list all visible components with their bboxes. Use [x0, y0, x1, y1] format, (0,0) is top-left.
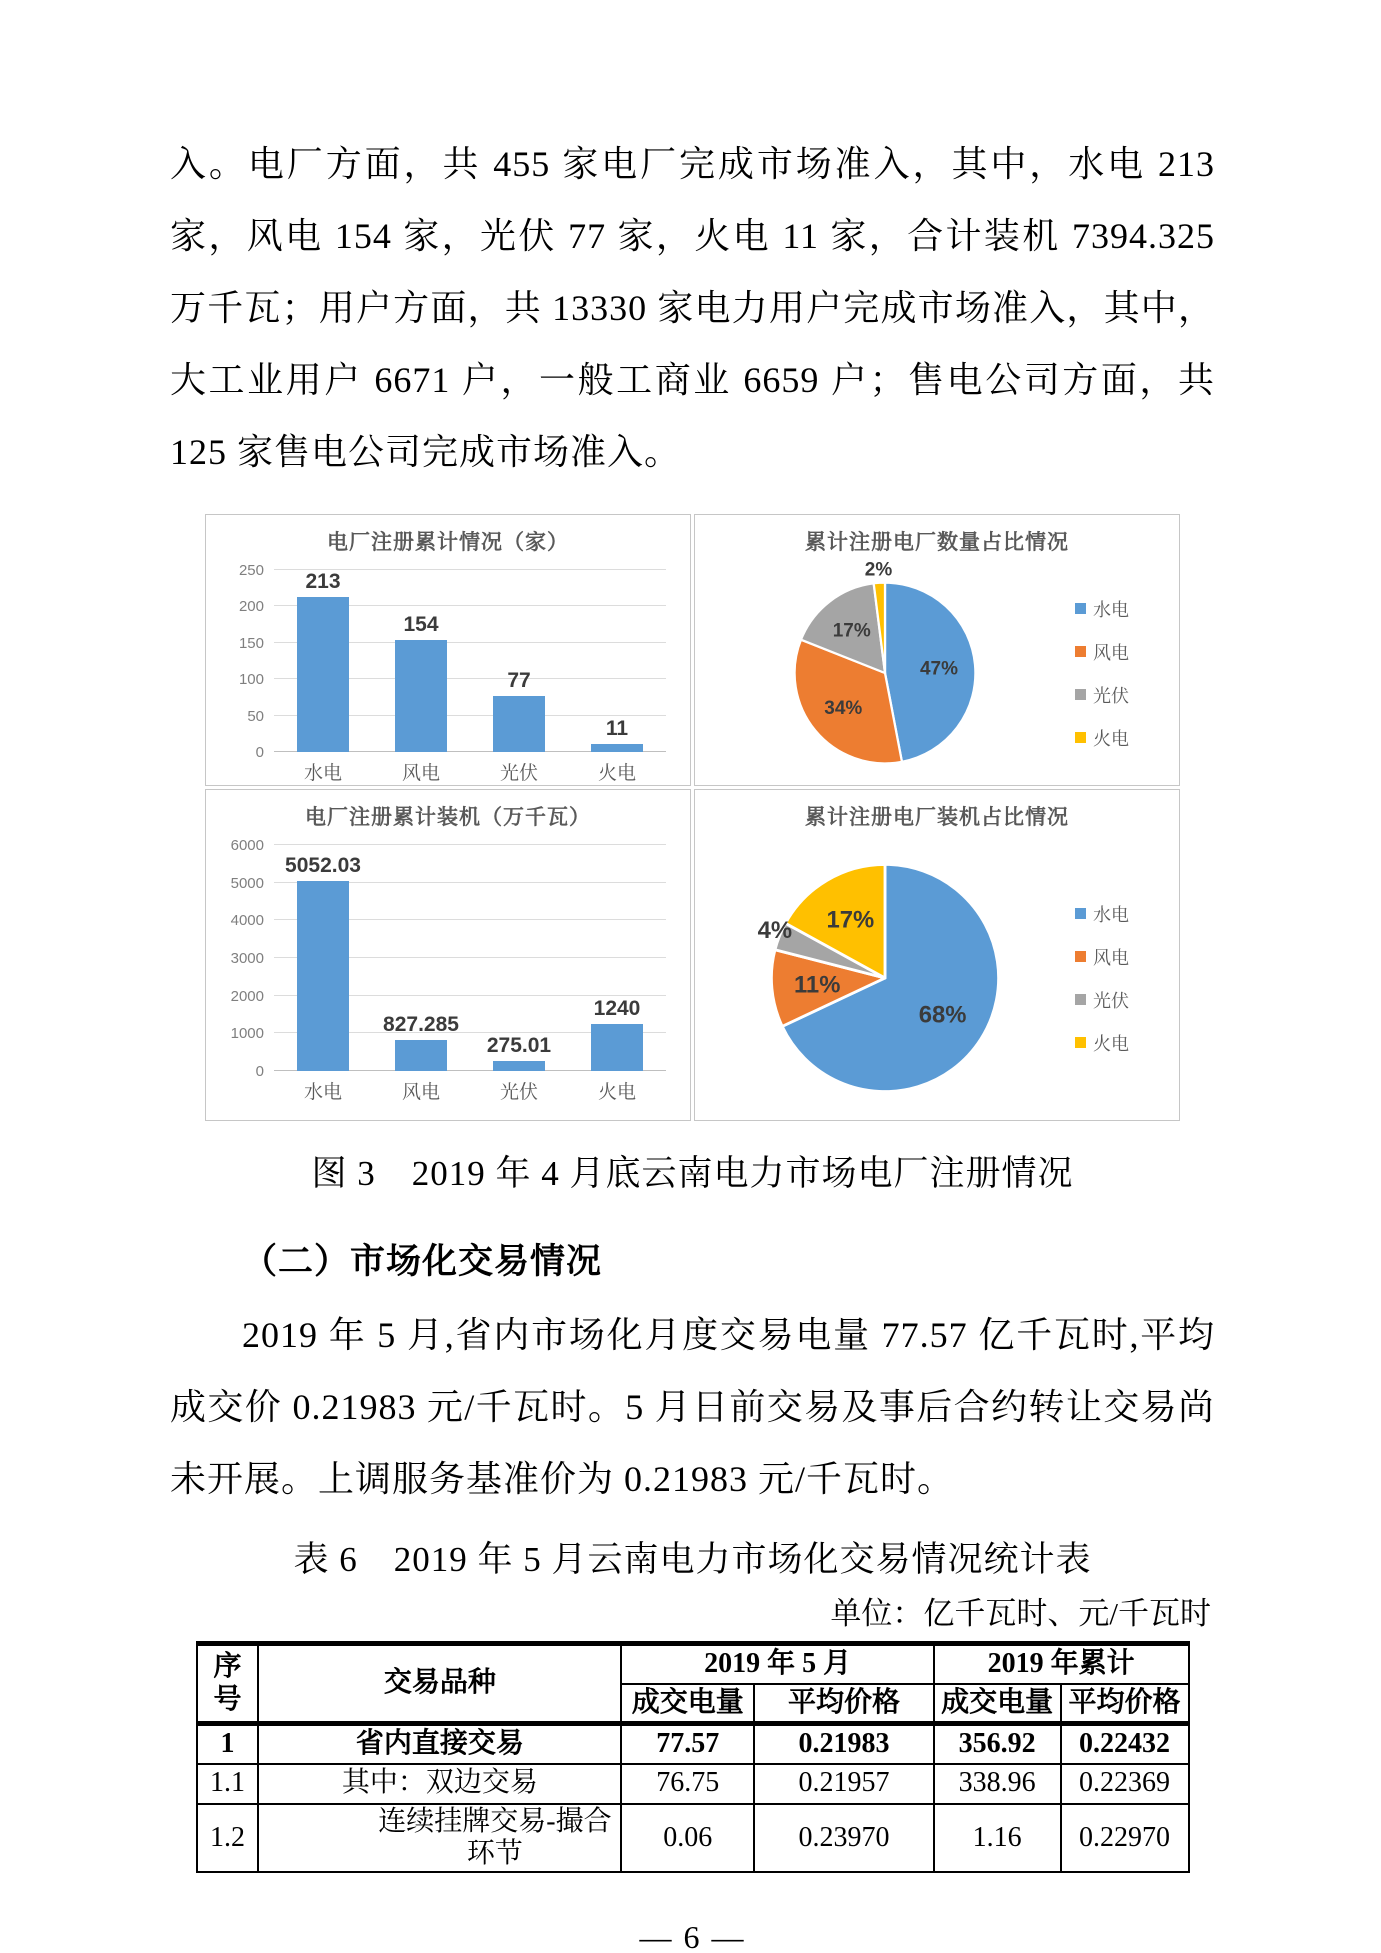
paragraph-trading: 2019 年 5 月,省内市场化月度交易电量 77.57 亿千瓦时,平均成交价 0.21983 元/千瓦时。5 月日前交易及事后合约转让交易尚未开展。上调服务基准价为 0.21983 元/千瓦时。 [170, 1315, 1215, 1499]
legend-item [1075, 639, 1171, 665]
legend-label: 风电 [1093, 642, 1129, 663]
bar-光伏 [493, 1061, 546, 1071]
bar-value-label: 1240 [593, 997, 641, 1021]
pie-percent-label: 68% [918, 1001, 967, 1029]
legend-item [1075, 725, 1171, 751]
pie-chart-capacity-share-panel [694, 789, 1180, 1121]
bar-风电 [395, 1040, 448, 1071]
table-caption: 表 6 2019 年 5 月云南电力市场化交易情况统计表 [293, 1540, 1092, 1579]
bar-column [470, 570, 568, 752]
cell-value: 77.57 [621, 1724, 754, 1764]
cell-row-number: 1 [197, 1724, 259, 1764]
legend-swatch-icon [1075, 732, 1086, 743]
pie-svg-box [695, 560, 1075, 786]
paragraph-market-access: 入。电厂方面，共 455 家电厂完成市场准入，其中，水电 213 家，风电 154 家，光伏 77 家，火电 11 家，合计装机 7394.325 万千瓦；用户方面，共 13330 家电力用户完成市场准入，其中，大工业用户 6671 户，一般工商业 6659 户；售电公司方面，共 125 家售电公司完成市场准入。 [170, 144, 1215, 472]
bar-column [274, 845, 372, 1071]
figure-caption: 图 3 2019 年 4 月底云南电力市场电厂注册情况 [311, 1154, 1074, 1193]
cell-row-number: 1.1 [197, 1764, 259, 1804]
plot [230, 837, 666, 1080]
bars-group [274, 570, 666, 752]
y-axis-tick-label: 6000 [230, 837, 264, 854]
bar-column [568, 845, 666, 1071]
y-axis-tick-label: 4000 [230, 912, 264, 930]
pie-percent-label: 17% [826, 906, 875, 934]
col-header-no: 序号 [197, 1644, 259, 1724]
legend-item [1075, 944, 1171, 970]
bar-value-label: 213 [305, 570, 341, 593]
category-label: 水电 [303, 763, 342, 784]
bar-column [372, 570, 470, 752]
cell-value: 76.75 [621, 1764, 754, 1804]
category-axis [274, 1077, 666, 1104]
category-label: 火电 [597, 1082, 636, 1103]
bar-chart-capacity-panel [205, 789, 691, 1121]
table-row [197, 1804, 1189, 1872]
table-row [197, 1724, 1189, 1764]
pie-body [695, 831, 1179, 1121]
chart-title: 累计注册电厂数量占比情况 [805, 531, 1069, 554]
pie-percent-label: 2% [864, 560, 893, 581]
bar-value-label: 827.285 [383, 1012, 459, 1036]
pie-chart [743, 836, 1027, 1120]
bar-value-label: 11 [605, 717, 629, 740]
unit-note: 单位：亿千瓦时、元/千瓦时 [830, 1596, 1211, 1631]
col-group-may: 2019 年 5 月 [621, 1644, 933, 1684]
y-axis-tick-label: 2000 [230, 987, 264, 1005]
cell-variety: 其中：双边交易 [258, 1764, 621, 1804]
cell-value: 338.96 [934, 1764, 1061, 1804]
category-label: 火电 [597, 763, 636, 784]
plot [238, 562, 666, 761]
pie-percent-label: 47% [919, 658, 958, 680]
col-header-volume-may: 成交电量 [621, 1684, 754, 1724]
legend-label: 水电 [1093, 599, 1129, 620]
legend-item [1075, 682, 1171, 708]
y-axis-tick-label: 150 [238, 634, 264, 652]
pie-svg-box [695, 836, 1075, 1120]
legend-item [1075, 1030, 1171, 1056]
chart-title: 电厂注册累计情况（家） [327, 531, 569, 554]
cell-value: 0.22970 [1061, 1804, 1189, 1872]
bar-风电 [395, 640, 448, 752]
section-heading: （二）市场化交易情况 [242, 1242, 603, 1281]
y-axis-tick-label: 0 [255, 1063, 264, 1080]
cell-value: 0.22432 [1061, 1724, 1189, 1764]
legend-item [1075, 987, 1171, 1013]
col-header-variety: 交易品种 [258, 1644, 621, 1724]
bar-value-label: 275.01 [486, 1033, 552, 1057]
cell-row-number: 1.2 [197, 1804, 259, 1872]
legend-label: 火电 [1093, 1033, 1129, 1054]
pie-body [695, 556, 1179, 786]
legend-item [1075, 901, 1171, 927]
y-axis-tick-label: 0 [255, 744, 264, 761]
legend-swatch-icon [1075, 908, 1086, 919]
bar-水电 [297, 597, 350, 752]
y-axis-tick-label: 1000 [230, 1025, 264, 1043]
pie-percent-label: 34% [824, 697, 863, 719]
legend-label: 火电 [1093, 728, 1129, 749]
category-label: 风电 [401, 763, 440, 784]
bar-火电 [591, 744, 644, 752]
y-axis-tick-label: 250 [238, 562, 264, 579]
bar-column [470, 845, 568, 1071]
page-number: — 6 — [639, 1918, 746, 1953]
pie-legend [1075, 901, 1179, 1056]
bar-column [372, 845, 470, 1071]
cell-value: 0.06 [621, 1804, 754, 1872]
y-axis-tick-label: 50 [247, 707, 264, 725]
chart-title: 电厂注册累计装机（万千瓦） [305, 806, 591, 829]
figure-charts-grid [205, 514, 1180, 1121]
cell-value: 356.92 [934, 1724, 1061, 1764]
y-axis-tick-label: 200 [238, 598, 264, 616]
pie-percent-label: 11% [793, 971, 841, 999]
cell-value: 1.16 [934, 1804, 1061, 1872]
category-label: 水电 [303, 1082, 342, 1103]
bar-火电 [591, 1024, 644, 1071]
cell-value: 0.22369 [1061, 1764, 1189, 1804]
table-row [197, 1764, 1189, 1804]
bar-value-label: 5052.03 [285, 853, 361, 877]
category-axis [274, 758, 666, 785]
bar-chart-plant-count-panel [205, 514, 691, 786]
y-axis-tick-label: 5000 [230, 874, 264, 892]
cell-value: 0.21957 [754, 1764, 934, 1804]
col-header-price-ytd: 平均价格 [1061, 1684, 1189, 1724]
legend-label: 光伏 [1093, 990, 1129, 1011]
legend-swatch-icon [1075, 994, 1086, 1005]
bar-column [274, 570, 372, 752]
legend-swatch-icon [1075, 689, 1086, 700]
cell-variety: 省内直接交易 [258, 1724, 621, 1764]
legend-label: 光伏 [1093, 685, 1129, 706]
pie-chart [772, 560, 998, 786]
bar-光伏 [493, 696, 546, 752]
bar-value-label: 154 [403, 612, 439, 636]
y-axis-tick-label: 100 [238, 671, 264, 689]
bars-group [274, 845, 666, 1071]
chart-title: 累计注册电厂装机占比情况 [805, 806, 1069, 829]
category-label: 光伏 [499, 1082, 538, 1103]
plot-area [238, 562, 666, 761]
pie-percent-label: 17% [832, 620, 871, 642]
bar-水电 [297, 881, 350, 1071]
pie-percent-label: 4% [757, 916, 793, 944]
pie-legend [1075, 596, 1179, 751]
legend-label: 风电 [1093, 947, 1129, 968]
category-label: 风电 [401, 1082, 440, 1103]
y-axis-tick-label: 3000 [230, 950, 264, 967]
cell-value: 0.23970 [754, 1804, 934, 1872]
col-header-volume-ytd: 成交电量 [934, 1684, 1061, 1724]
legend-item [1075, 596, 1171, 622]
trading-stats-table [196, 1641, 1190, 1873]
legend-swatch-icon [1075, 1037, 1086, 1048]
legend-swatch-icon [1075, 603, 1086, 614]
legend-label: 水电 [1093, 904, 1129, 925]
pie-chart-plant-count-share-panel [694, 514, 1180, 786]
cell-variety: 连续挂牌交易-撮合环节 [258, 1804, 621, 1872]
category-label: 光伏 [499, 763, 538, 784]
plot-area [230, 837, 666, 1080]
col-header-price-may: 平均价格 [754, 1684, 934, 1724]
bar-value-label: 77 [507, 668, 531, 692]
cell-value: 0.21983 [754, 1724, 934, 1764]
col-group-ytd: 2019 年累计 [934, 1644, 1189, 1684]
bar-column [568, 570, 666, 752]
legend-swatch-icon [1075, 951, 1086, 962]
legend-swatch-icon [1075, 646, 1086, 657]
